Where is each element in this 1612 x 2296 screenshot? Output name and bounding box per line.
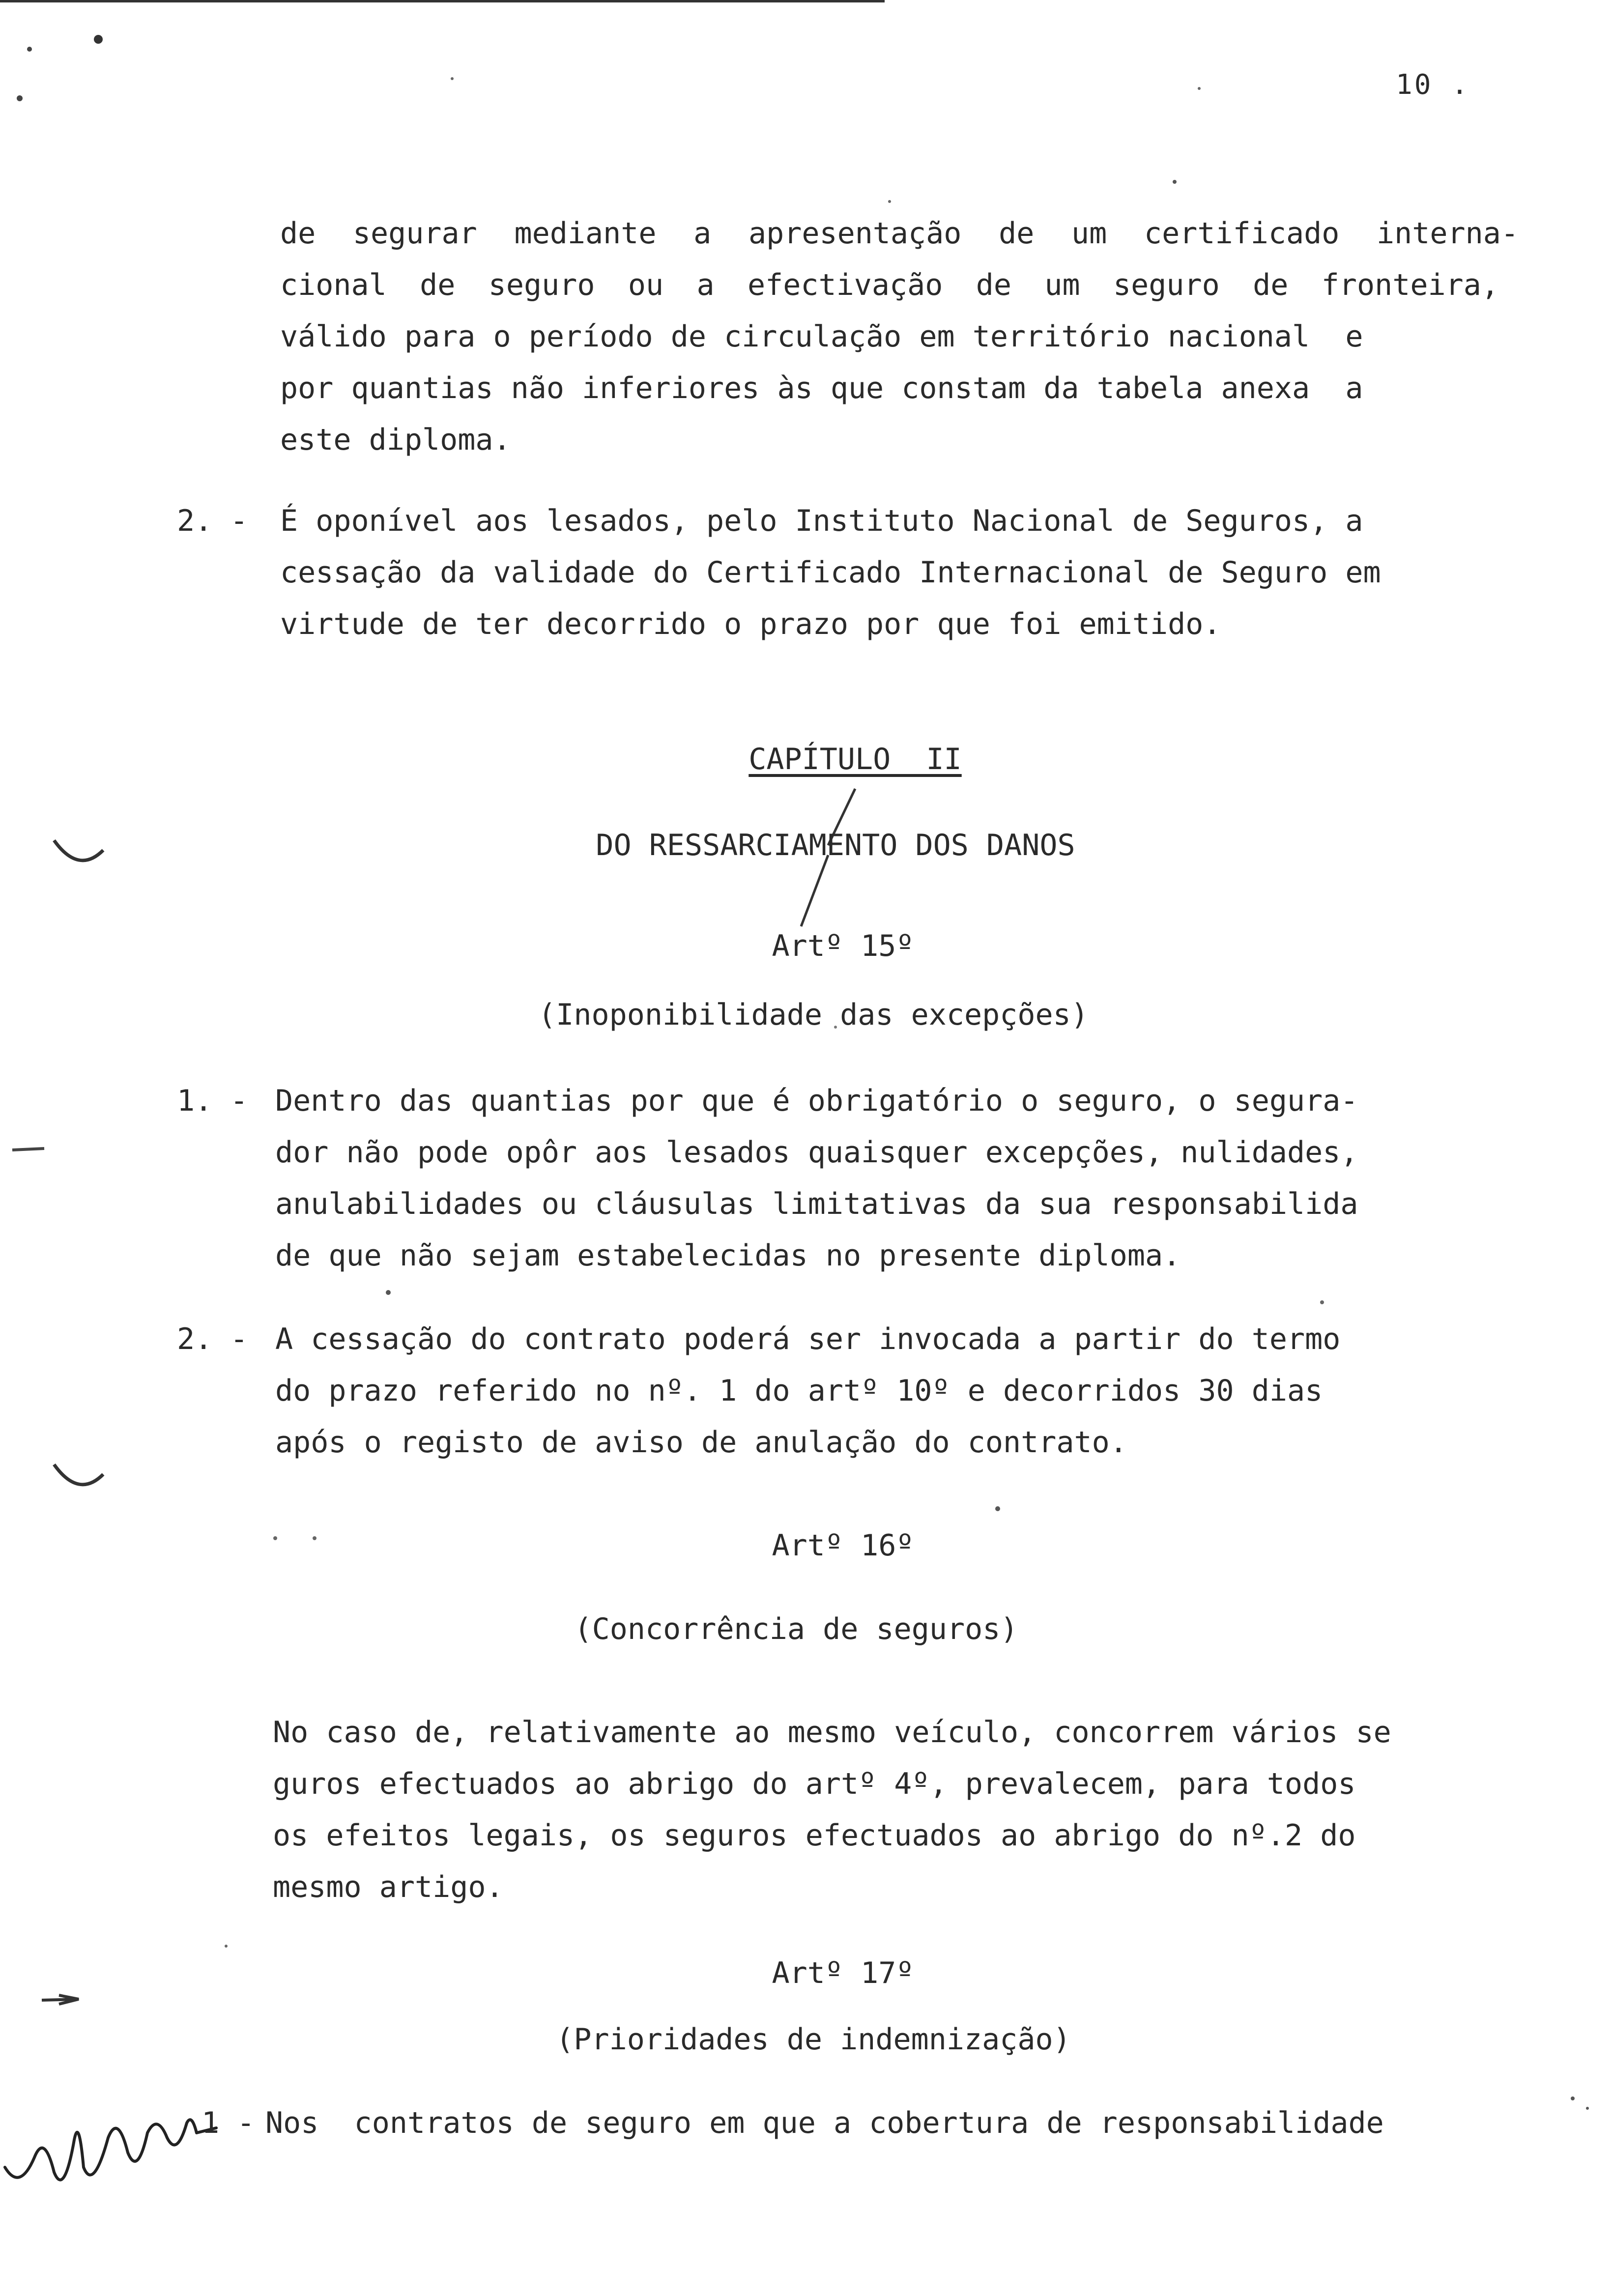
page-number: 10 . [1396, 69, 1470, 101]
body-line: cional de seguro ou a efectivação de um seguro de fronteira, [280, 268, 1499, 302]
body-line: mesmo artigo. [273, 1870, 504, 1904]
article-title: Artº 15º [772, 929, 914, 963]
body-line: cessação da validade do Certificado Internacional de Seguro em [280, 555, 1381, 590]
margin-dash-mark [10, 1143, 49, 1157]
margin-arrow-mark [39, 1990, 98, 2010]
article-heading: (Prioridades de indemnização) [556, 2022, 1071, 2057]
item-number: 1 - [202, 2106, 255, 2140]
body-line: válido para o período de circulação em território nacional e [280, 319, 1363, 354]
body-line: Nos contratos de seguro em que a cobertura de responsabilidade [265, 2106, 1384, 2140]
body-line: A cessação do contrato poderá ser invocada a partir do termo [275, 1322, 1341, 1356]
chapter-subtitle: DO RESSARCIAMENTO DOS DANOS [596, 828, 1075, 862]
item-number: 2. - [177, 1322, 248, 1356]
body-line: É oponível aos lesados, pelo Instituto Nacional de Seguros, a [280, 504, 1363, 538]
handwritten-initials [0, 2094, 226, 2202]
article-heading: (Inoponibilidade das excepções) [538, 998, 1089, 1032]
margin-bracket-mark [49, 1455, 108, 1499]
body-line: por quantias não inferiores às que constam da tabela anexa a [280, 371, 1363, 405]
body-line: anulabilidades ou cláusulas limitativas da sua responsabilida [275, 1187, 1358, 1221]
article-title: Artº 16º [772, 1528, 914, 1563]
body-line: virtude de ter decorrido o prazo por que foi emitido. [280, 607, 1221, 641]
chapter-title: CAPÍTULO II [748, 742, 962, 776]
article-title: Artº 17º [772, 1956, 914, 1990]
body-line: de segurar mediante a apresentação de um certificado interna- [280, 216, 1519, 251]
body-line: do prazo referido no nº. 1 do artº 10º e decorridos 30 dias [275, 1374, 1323, 1408]
body-line: No caso de, relativamente ao mesmo veículo, concorrem vários se [273, 1715, 1391, 1750]
body-line: os efeitos legais, os seguros efectuados ao abrigo do nº.2 do [273, 1818, 1356, 1853]
body-line: Dentro das quantias por que é obrigatório o seguro, o segura- [275, 1084, 1358, 1118]
body-line: após o registo de aviso de anulação do contrato. [275, 1425, 1127, 1460]
item-number: 1. - [177, 1084, 248, 1118]
body-line: guros efectuados ao abrigo do artº 4º, prevalecem, para todos [273, 1767, 1356, 1801]
article-heading: (Concorrência de seguros) [574, 1612, 1018, 1646]
item-number: 2. - [177, 504, 248, 538]
body-line: este diploma. [280, 423, 511, 457]
body-line: dor não pode opôr aos lesados quaisquer excepções, nulidades, [275, 1135, 1358, 1170]
body-line: de que não sejam estabelecidas no presente diploma. [275, 1238, 1181, 1273]
